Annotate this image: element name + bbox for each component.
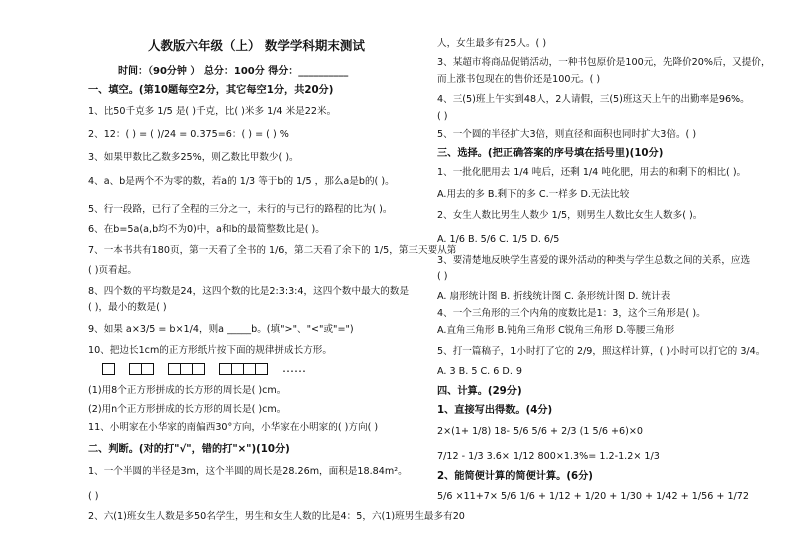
q4-fill: 4、a、b是两个不为零的数，若a的 1/3 等于b的 1/5 ，那么a是b的( )。 (88, 176, 395, 187)
q1-fill: 1、比50千克多 1/5 是( )千克，比( )米多 1/4 米是22米。 (88, 106, 337, 117)
calc-direct-heading: 1、直接写出得数。(4分) (437, 405, 553, 416)
section-judge-heading: 二、判断。(对的打"√"，错的打"×")(10分) (88, 444, 290, 455)
choice-q4: 4、一个三角形的三个内角的度数比是1：3，这个三角形是( )。 (437, 308, 706, 319)
left-column (88, 0, 465, 560)
q9-fill: 9、如果 a×3/5 = b×1/4，则a _____b。(填">"、"<"或"=") (88, 324, 354, 335)
section-calc-heading: 四、计算。(29分) (437, 386, 522, 397)
choice-q3-answer: ( ) (437, 271, 448, 282)
calc-simplify-row: 5/6 ×11+7× 5/6 1/6 + 1/12 + 1/20 + 1/30 + 1/42 + 1/56 + 1/72 (437, 491, 749, 502)
q5-fill: 5、行一段路，已行了全程的三分之一，未行的与已行的路程的比为( )。 (88, 204, 393, 215)
q11-fill: 11、小明家在小华家的南偏西30°方向，小华家在小明家的( )方向( ) (88, 422, 379, 433)
choice-q5-options: A. 3 B. 5 C. 6 D. 9 (437, 366, 523, 377)
q10-part1: (1)用8个正方形拼成的长方形的周长是( )cm。 (88, 385, 287, 396)
choice-q1: 1、一批化肥用去 1/4 吨后，还剩 1/4 吨化肥，用去的和剩下的相比( )。 (437, 167, 747, 178)
judge-q1: 1、一个半圆的半径是3m，这个半圆的周长是28.26m，面积是18.84m²。 (88, 466, 408, 477)
q10-fill: 10、把边长1cm的正方形纸片按下面的规律拼成长方形。 (88, 345, 332, 356)
square-pattern-figure (102, 363, 306, 375)
q8-fill: 8、四个数的平均数是24，这四个数的比是2:3:3:4，这四个数中最大的数是 (88, 286, 410, 297)
q7-fill-cont: ( )页看起。 (88, 265, 137, 276)
q8-fill-cont: ( )，最小的数是( ) (88, 302, 167, 313)
section-fill-blank-heading: 一、填空。(第10题每空2分，其它每空1分，共20分) (88, 85, 334, 96)
section-choice-heading: 三、选择。(把正确答案的序号填在括号里)(10分) (437, 148, 664, 159)
choice-q5: 5、打一篇稿子，1小时打了它的 2/9，照这样计算，( )小时可以打它的 3/4。 (437, 346, 766, 357)
choice-q4-options: A.直角三角形 B.钝角三角形 C锐角三角形 D.等腰三角形 (437, 325, 675, 336)
q6-fill: 6、在b=5a(a,b均不为0)中，a和b的最简整数比是( )。 (88, 224, 325, 235)
choice-q3-options: A. 扇形统计图 B. 折线统计图 C. 条形统计图 D. 统计表 (437, 291, 671, 302)
q2-fill: 2、12：( ) = ( )/24 = 0.375=6：( ) = ( ) % (88, 129, 289, 140)
calc-direct-row1: 2×(1+ 1/8) 18- 5/6 5/6 + 2/3 (1 5/6 +6)×0 (437, 426, 643, 437)
exam-title: 人教版六年级（上） 数学学科期末测试 (148, 38, 365, 53)
judge-q2: 2、六(1)班女生人数是多50名学生，男生和女生人数的比是4：5，六(1)班男生最多有20 (88, 511, 465, 522)
q7-fill: 7、一本书共有180页，第一天看了全书的 1/6，第二天看了余下的 1/5，第三天要从第 (88, 245, 457, 256)
exam-meta: 时间：（90分钟 ） 总分：100分 得分：__________ (118, 66, 349, 77)
choice-q2-options: A. 1/6 B. 5/6 C. 1/5 D. 6/5 (437, 234, 560, 245)
calc-simplify-heading: 2、能简便计算的简便计算。(6分) (437, 471, 593, 482)
choice-q3: 3、要清楚地反映学生喜爱的课外活动的种类与学生总数之间的关系，应选 (437, 255, 751, 266)
calc-direct-row2: 7/12 - 1/3 3.6× 1/12 800×1.3%= 1.2-1.2× 1/3 (437, 451, 660, 462)
judge-q4: 4、三(5)班上午实到48人，2人请假，三(5)班这天上午的出勤率是96%。 (437, 94, 750, 105)
pattern-four-squares (219, 363, 268, 375)
pattern-one-square (102, 363, 115, 375)
judge-q5: 5、一个圆的半径扩大3倍，则直径和面积也同时扩大3倍。( ) (437, 129, 697, 140)
judge-q3-cont: 而上涨书包现在的售价还是100元。( ) (437, 74, 601, 85)
q10-part2: (2)用n个正方形拼成的长方形的周长是( )cm。 (88, 404, 287, 415)
pattern-ellipsis: …… (282, 361, 306, 375)
pattern-three-squares (168, 363, 205, 375)
judge-q1-answer: ( ) (88, 491, 99, 502)
right-column (437, 0, 777, 560)
judge-q4-answer: ( ) (437, 111, 448, 122)
choice-q1-options: A.用去的多 B.剩下的多 C.一样多 D.无法比较 (437, 189, 630, 200)
judge-q3: 3、某超市将商品促销活动，一种书包原价是100元，先降价20%后，又提价， (437, 57, 771, 68)
judge-q2-cont: 人，女生最多有25人。( ) (437, 38, 547, 49)
choice-q2: 2、女生人数比男生人数少 1/5，则男生人数比女生人数多( )。 (437, 210, 703, 221)
pattern-two-squares (129, 363, 154, 375)
q3-fill: 3、如果甲数比乙数多25%，则乙数比甲数少( )。 (88, 152, 299, 163)
